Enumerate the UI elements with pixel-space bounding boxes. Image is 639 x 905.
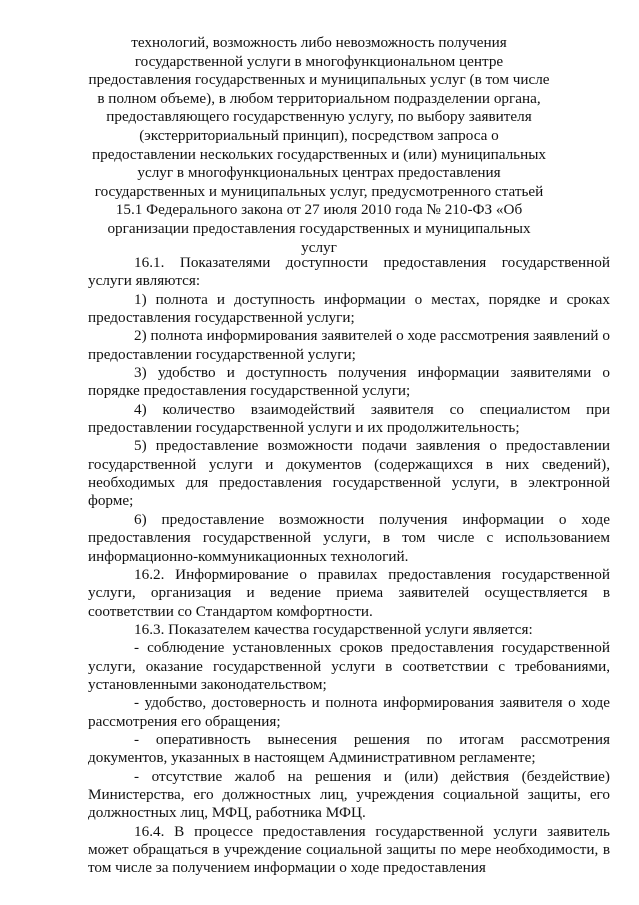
quality-item-3: - оперативность вынесения решения по итогам рассмотрения документов, указанных в настоящем Административном регламенте; <box>88 730 610 767</box>
paragraph-16-2: 16.2. Информирование о правилах предоставления государственной услуги, организация и ведение приема заявителей осуществляется в соответствии со Стандартом комфортности. <box>88 565 610 620</box>
list-item-3: 3) удобство и доступность получения информации заявителями о порядке предоставления государственной услуги; <box>88 364 610 400</box>
paragraph-16-3: 16.3. Показателем качества государственной услуги является: <box>134 620 533 638</box>
list-item-5: 5) предоставление возможности подачи заявления о предоставлении государственной услуги и документов (содержащихся в них сведений), необходимых для предоставления государственной услуги, в электронной форме; <box>88 437 610 510</box>
list-item-1: 1) полнота и доступность информации о местах, порядке и сроках предоставления государственной услуги; <box>88 290 610 327</box>
quality-item-2: - удобство, достоверность и полнота информирования заявителя о ходе рассмотрения его обращения; <box>88 694 610 730</box>
list-item-2: 2) полнота информирования заявителей о ходе рассмотрения заявлений о предоставлении государственной услуги; <box>88 327 610 363</box>
paragraph-16-4: 16.4. В процессе предоставления государственной услуги заявитель может обращаться в учреждение социальной защиты по мере необходимости, в том числе за получением информации о ходе предоставления <box>88 822 610 877</box>
quality-item-4: - отсутствие жалоб на решения и (или) действия (бездействие) Министерства, его должностных лиц, учреждения социальной защиты, его должностных лиц, МФЦ, работника МФЦ. <box>88 767 610 822</box>
body-text <box>88 254 610 878</box>
paragraph-16-1: 16.1. Показателями доступности предоставления государственной услуги являются: <box>88 254 610 290</box>
list-item-4: 4) количество взаимодействий заявителя со специалистом при предоставлении государственной услуги и их продолжительность; <box>88 400 610 437</box>
quality-item-1: - соблюдение установленных сроков предоставления государственной услуги, оказание государственной услуги в соответствии с требованиями, установленными законодательством; <box>88 639 610 693</box>
section-heading: технологий, возможность либо невозможность получения государственной услуги в многофункциональном центре предоставления государственных и муниципальных услуг (в том числе в полном объеме), в любом территориальном подразделении органа, предоставляющего государственную услугу, по выбору заявителя (экстерриториальный принцип), посредством запроса о предоставлении нескольких государственных и (или) муниципальных услуг в многофункциональных центрах предоставления государственных и муниципальных услуг, предусмотренного статьей 15.1 Федерального закона от 27 июля 2010 года № 210-ФЗ «Об организации предоставления государственных и муниципальных услуг <box>88 34 550 256</box>
list-item-6: 6) предоставление возможности получения информации о ходе предоставления государственной услуги, в том числе с использованием информационно-коммуникационных технологий. <box>88 510 610 565</box>
